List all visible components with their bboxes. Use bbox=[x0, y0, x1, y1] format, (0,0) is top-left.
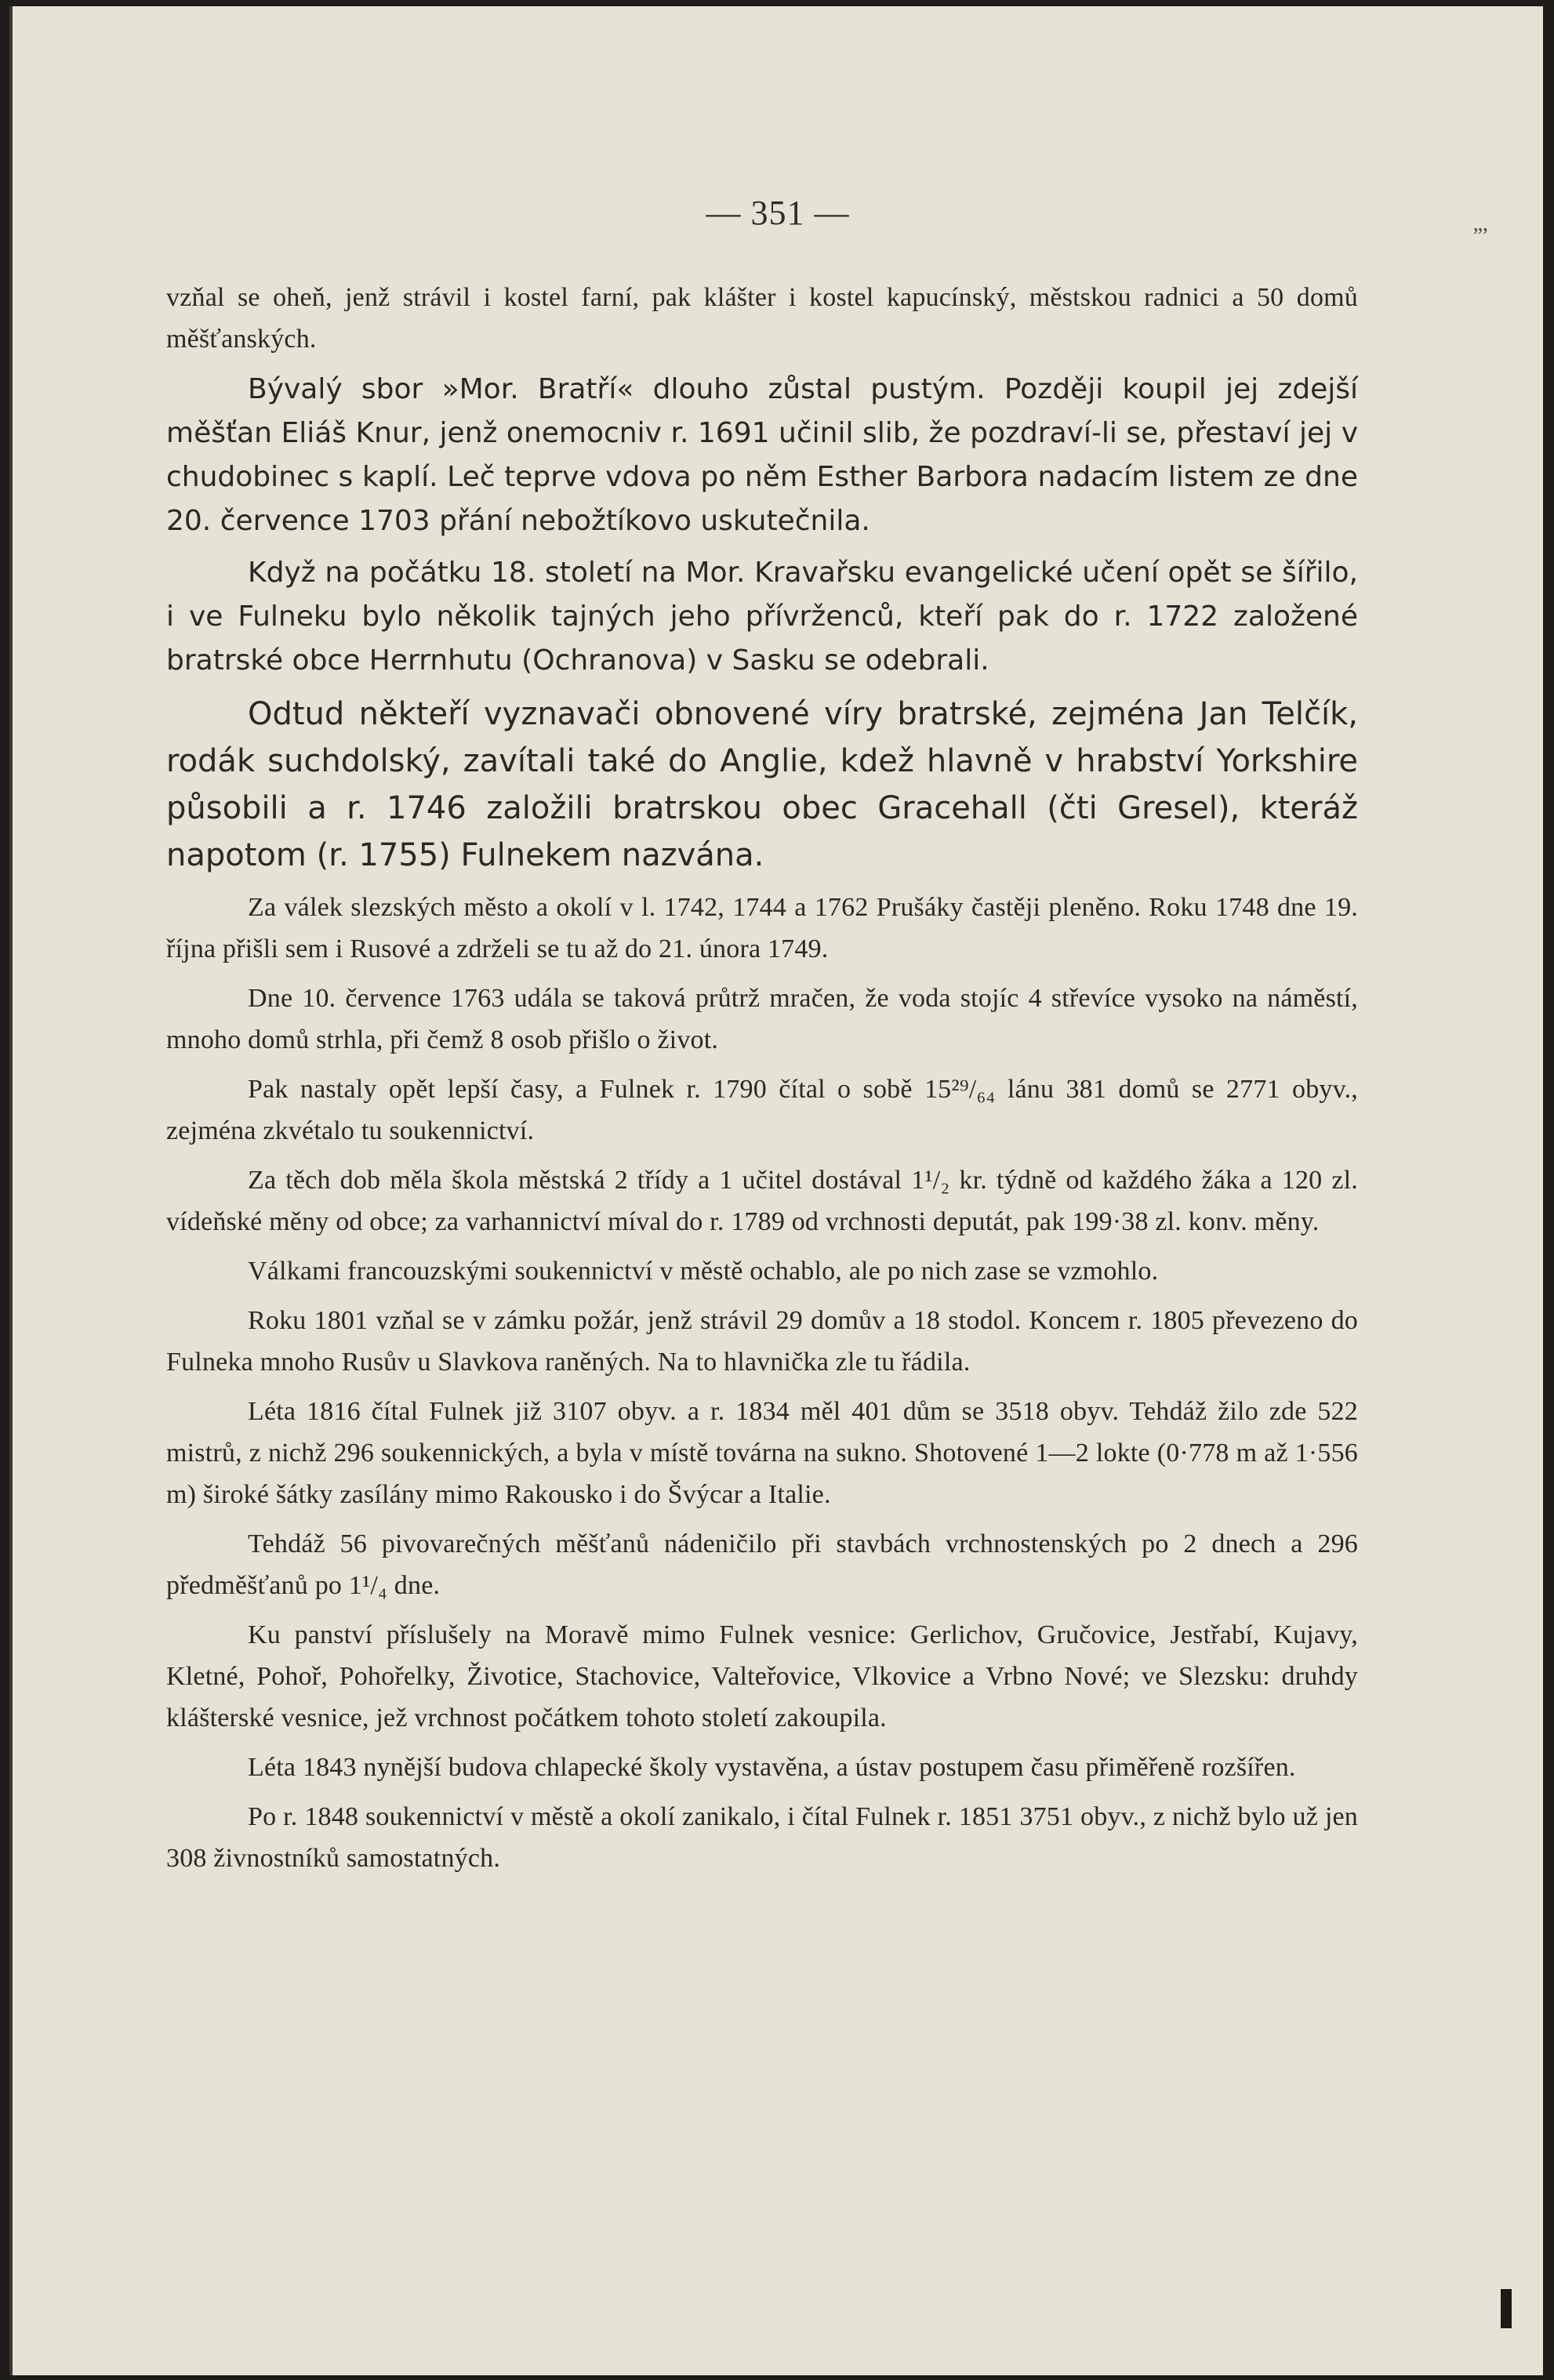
paragraph-13: Ku panství příslušely na Moravě mimo Fulnek vesnice: Gerlichov, Gručovice, Jestřabí, Kujavy, Kletné, Pohoř, Pohořelky, Životice, Stachovice, Valteřovice, Vlkovice a Vrbno Nové; ve Slezsku: druhdy klášterské vesnice, jež vrchnost počátkem tohoto století zakoupila. bbox=[166, 1620, 1358, 1732]
paragraph-7: Pak nastaly opět lepší časy, a Fulnek r. 1790 čítal o sobě 15²⁹/₆₄ lánu 381 domů se 2771 obyv., zejména zkvétalo tu soukennictví. bbox=[166, 1075, 1358, 1145]
paragraph-9: Válkami francouzskými soukennictví v městě ochablo, ale po nich zase se vzmohlo. bbox=[248, 1257, 1159, 1286]
paragraph-14: Léta 1843 nynější budova chlapecké školy vystavěna, a ústav postupem času přiměřeně rozšířen. bbox=[248, 1753, 1296, 1782]
paragraph-5: Za válek slezských město a okolí v l. 1742, 1744 a 1762 Prušáky častěji pleněno. Roku 1748 dne 19. října přišli sem i Rusové a zdrželi se tu až do 21. února 1749. bbox=[166, 893, 1358, 963]
paragraph-10: Roku 1801 vzňal se v zámku požár, jenž strávil 29 domův a 18 stodol. Koncem r. 1805 převezeno do Fulneka mnoho Rusův u Slavkova raněných. Na to hlavnička zle tu řádila. bbox=[166, 1306, 1358, 1377]
paragraph-11: Léta 1816 čítal Fulnek již 3107 obyv. a r. 1834 měl 401 dům se 3518 obyv. Tehdáž žilo zde 522 mistrů, z nichž 296 soukennických, a byla v místě továrna na sukno. Shotovené 1—2 lokte (0·778 m až 1·556 m) široké šátky zasílány mimo Rakousko i do Švýcar a Italie. bbox=[166, 1397, 1358, 1509]
ink-mark bbox=[1501, 2289, 1512, 2328]
paragraph-8: Za těch dob měla škola městská 2 třídy a 1 učitel dostával 1¹/₂ kr. týdně od každého žáka a 120 zl. vídeňské měny od obce; za varhannictví míval do r. 1789 od vrchnosti deputát, pak 199·38 zl. konv. měny. bbox=[166, 1166, 1358, 1236]
book-page bbox=[9, 6, 1543, 2375]
paragraph-3: Když na počátku 18. století na Mor. Kravařsku evangelické učení opět se šířilo, i ve Fulneku bylo několik tajných jeho přívrženců, kteří pak do r. 1722 založené bratrské obce Herrnhutu (Ochranova) v Sasku se odebrali. bbox=[166, 557, 1358, 677]
page-number: — 351 — bbox=[706, 194, 850, 232]
paragraph-12: Tehdáž 56 pivovarečných měšťanů nádeničilo při stavbách vrchnostenských po 2 dnech a 296 předměšťanů po 1¹/₄ dne. bbox=[166, 1529, 1358, 1600]
paragraph-4: Odtud někteří vyznavači obnovené víry bratrské, zejména Jan Telčík, rodák suchdolský, zavítali také do Anglie, kdež hlavně v hrabství Yorkshire působili a r. 1746 založili bratrskou obec Gracehall (čti Gresel), kteráž napotom (r. 1755) Fulnekem nazvána. bbox=[166, 696, 1358, 873]
paragraph-6: Dne 10. července 1763 udála se taková průtrž mračen, že voda stojíc 4 střevíce vysoko na náměstí, mnoho domů strhla, při čemž 8 osob přišlo o život. bbox=[166, 984, 1358, 1054]
paragraph-1: vzňal se oheň, jenž strávil i kostel farní, pak klášter i kostel kapucínský, městskou radnici a 50 domů měšťanských. bbox=[166, 283, 1358, 354]
margin-mark: „, bbox=[1472, 212, 1488, 236]
paragraph-15: Po r. 1848 soukennictví v městě a okolí zanikalo, i čítal Fulnek r. 1851 3751 obyv., z nichž bylo už jen 308 živnostníků samostatných. bbox=[166, 1802, 1358, 1873]
body-text bbox=[166, 277, 1358, 1887]
paragraph-2: Bývalý sbor »Mor. Bratří« dlouho zůstal pustým. Později koupil jej zdejší měšťan Eliáš Knur, jenž onemocniv r. 1691 učinil slib, že pozdraví-li se, přestaví jej v chudobinec s kaplí. Leč teprve vdova po něm Esther Barbora nadacím listem ze dne 20. července 1703 přání nebožtíkovo uskutečnila. bbox=[166, 373, 1358, 537]
